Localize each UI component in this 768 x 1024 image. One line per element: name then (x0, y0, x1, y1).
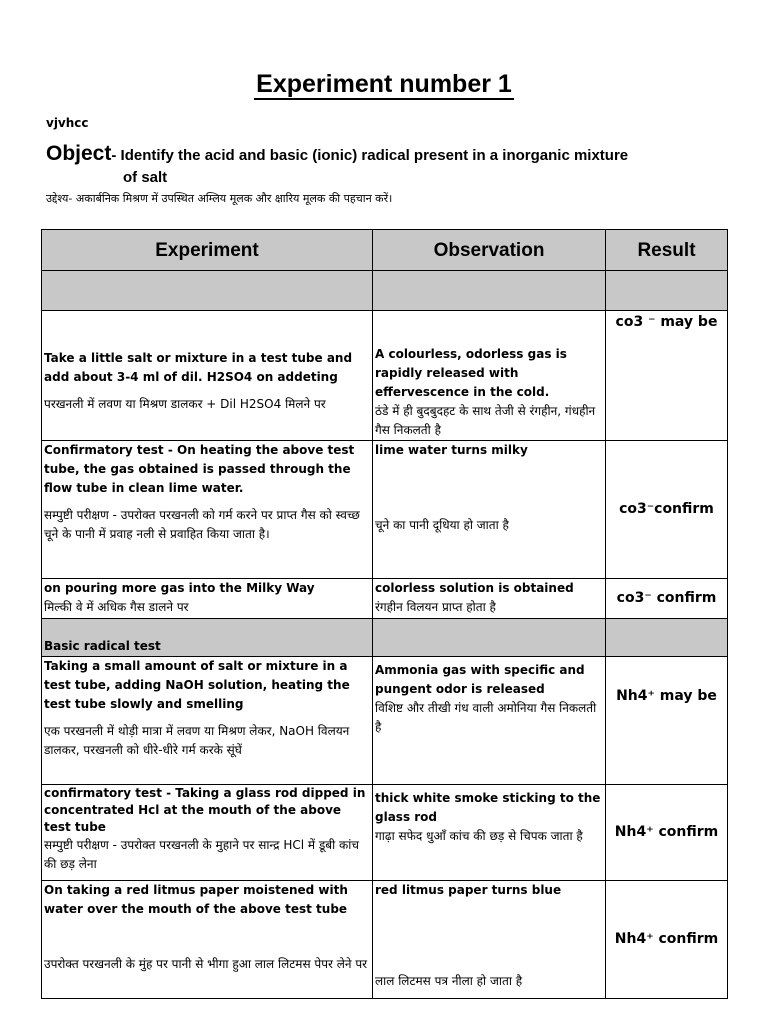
experiment-en: On taking a red litmus paper moistened with water over the mouth of the above test tube (44, 883, 348, 916)
experiment-en: on pouring more gas into the Milky Way (44, 581, 315, 595)
result-text: co3⁻confirm (619, 501, 714, 517)
experiment-hi: उपरोक्त परखनली के मुंह पर पानी से भीगा हुआ लाल लिटमस पेपर लेने पर (44, 957, 368, 971)
result-cell (606, 311, 728, 441)
table-row (42, 579, 728, 619)
observation-cell (373, 311, 606, 441)
experiment-cell (42, 657, 373, 785)
object-label: Object (46, 142, 112, 165)
observation-hi: विशिष्ट और तीखी गंध वाली अमोनिया गैस निकलती है (375, 701, 597, 734)
observation-hi: लाल लिटमस पत्र नीला हो जाता है (375, 974, 523, 988)
section-row (42, 619, 728, 657)
experiment-cell (42, 785, 373, 881)
observation-hi: ठंडे में ही बुदबुदहट के साथ तेजी से रंगहीन, गंधहीन गैस निकलती है (375, 404, 596, 437)
experiment-en: confirmatory test - Taking a glass rod dipped in concentrated Hcl at the mouth of the above test tube (44, 786, 366, 834)
table-row (42, 441, 728, 579)
observation-en: colorless solution is obtained (375, 581, 574, 595)
observation-cell (373, 441, 606, 579)
observation-cell (373, 785, 606, 881)
experiment-cell (42, 579, 373, 619)
blank-grey-row (42, 271, 728, 311)
result-text: Nh4⁺ may be (616, 688, 717, 704)
section-label: Basic radical test (42, 619, 373, 657)
observation-en: Ammonia gas with specific and pungent odor is released (375, 663, 585, 696)
experiment-hi: सम्पुष्टी परीक्षण - उपरोक्त परखनली को गर्म करने पर प्राप्त गैस को स्वच्छ चूने के पानी में प्रवाह नली से प्रवाहित किया जाता है। (44, 508, 360, 541)
observation-cell (373, 657, 606, 785)
observation-en: lime water turns milky (375, 443, 528, 457)
observation-cell (373, 579, 606, 619)
experiment-en: Confirmatory test - On heating the above test tube, the gas obtained is passed through the flow tube in clean lime water. (44, 443, 355, 495)
result-cell (606, 441, 728, 579)
table-row (42, 785, 728, 881)
experiment-en: Take a little salt or mixture in a test tube and add about 3-4 ml of dil. H2SO4 on addeting (44, 351, 353, 384)
experiment-hi: मिल्की वे में अधिक गैस डालने पर (44, 600, 189, 614)
table-row (42, 311, 728, 441)
table-header-row (42, 230, 728, 271)
header-result: Result (606, 230, 728, 271)
author-name: vjvhcc (46, 116, 89, 130)
result-cell (606, 881, 728, 999)
experiment-hi: एक परखनली में थोड़ी मात्रा में लवण या मिश्रण लेकर, NaOH विलयन डालकर, परखनली को धीरे-धीरे गर्म करके सूंघें (44, 724, 350, 757)
result-cell (606, 657, 728, 785)
header-observation: Observation (373, 230, 606, 271)
result-cell (606, 579, 728, 619)
experiment-cell (42, 441, 373, 579)
observation-hi: चूने का पानी दूधिया हो जाता है (375, 518, 509, 532)
experiment-hi: सम्पुष्टी परीक्षण - उपरोक्त परखनली के मुहाने पर सान्द्र HCl में डूबी कांच की छड़ लेना (44, 838, 360, 871)
experiment-cell (42, 881, 373, 999)
observation-en: red litmus paper turns blue (375, 883, 562, 897)
result-cell (606, 785, 728, 881)
table-row (42, 657, 728, 785)
observation-hi: गाढ़ा सफेद धुआँ कांच की छड़ से चिपक जाता है (375, 829, 583, 843)
experiment-table (41, 229, 728, 999)
result-text: Nh4⁺ confirm (614, 824, 719, 840)
object-text: - Identify the acid and basic (ionic) radical present in a inorganic mixture (111, 147, 629, 164)
observation-cell (373, 881, 606, 999)
header-experiment: Experiment (42, 230, 373, 271)
observation-hi: रंगहीन विलयन प्राप्त होता है (375, 600, 496, 614)
observation-en: A colourless, odorless gas is rapidly released with effervescence in the cold. (375, 347, 567, 399)
object-text-continued: of salt (123, 169, 168, 186)
document-title: Experiment number 1 (256, 70, 512, 98)
experiment-cell (42, 311, 373, 441)
table-row (42, 881, 728, 999)
result-text: co3⁻ confirm (616, 590, 717, 606)
observation-en: thick white smoke sticking to the glass rod (375, 791, 601, 824)
result-text: Nh4⁺ confirm (614, 931, 719, 947)
experiment-hi: परखनली में लवण या मिश्रण डालकर + Dil H2SO4 मिलने पर (44, 397, 326, 411)
object-hindi: उद्देश्य- अकार्बनिक मिश्रण में उपस्थित अम्लिय मूलक और क्षारिय मूलक की पहचान करें। (46, 192, 393, 205)
result-text: co3 ⁻ may be (615, 314, 718, 330)
object-heading (46, 143, 746, 189)
experiment-en: Taking a small amount of salt or mixture in a test tube, adding NaOH solution, heating the test tube slowly and smelling (44, 659, 350, 711)
